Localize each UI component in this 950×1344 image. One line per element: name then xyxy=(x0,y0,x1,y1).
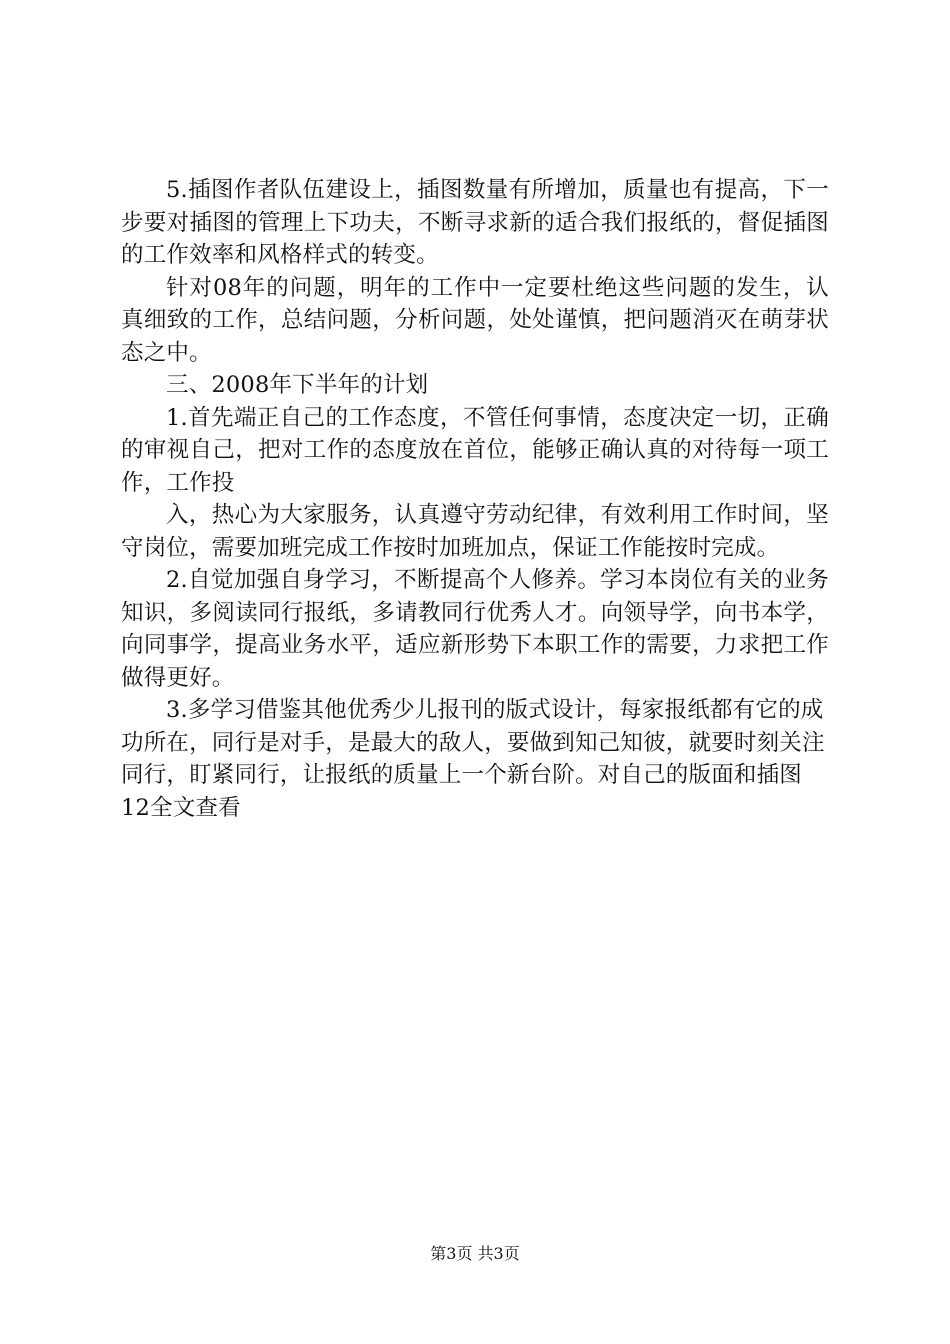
page-footer xyxy=(0,1243,950,1265)
paragraph-plan-item-1: 1.首先端正自己的工作态度，不管任何事情，态度决定一切，正确的审视自己，把对工作的态度放在首位，能够正确认真的对待每一项工作，工作投 xyxy=(121,404,829,496)
section-heading-plan: 三、2008年下半年的计划 xyxy=(166,372,429,398)
document-body xyxy=(121,174,829,824)
paragraph-problems-2008: 针对08年的问题，明年的工作中一定要杜绝这些问题的发生，认真细致的工作，总结问题，分析问题，处处谨慎，把问题消灭在萌芽状态之中。 xyxy=(121,274,829,366)
paragraph-illustration-team: 5.插图作者队伍建设上，插图数量有所增加，质量也有提高，下一步要对插图的管理上下功夫，不断寻求新的适合我们报纸的，督促插图的工作效率和风格样式的转变。 xyxy=(121,177,829,268)
paragraph-plan-item-3: 3.多学习借鉴其他优秀少儿报刊的版式设计，每家报纸都有它的成功所在，同行是对手，是最大的敌人，要做到知己知彼，就要时刻关注同行，盯紧同行，让报纸的质量上一个新台阶。对自己的版面和插图12全文查看 xyxy=(121,697,825,821)
paragraph-plan-item-2: 2.自觉加强自身学习，不断提高个人修养。学习本岗位有关的业务知识，多阅读同行报纸，多请教同行优秀人才。向领导学，向书本学，向同事学，提高业务水平，适应新形势下本职工作的需要，力求把工作做得更好。 xyxy=(121,567,829,691)
page-number-label: 第3页 共3页 xyxy=(430,1244,520,1263)
paragraph-plan-item-1-continued: 入，热心为大家服务，认真遵守劳动纪律，有效利用工作时间，坚守岗位，需要加班完成工作按时加班加点，保证工作能按时完成。 xyxy=(121,502,829,561)
